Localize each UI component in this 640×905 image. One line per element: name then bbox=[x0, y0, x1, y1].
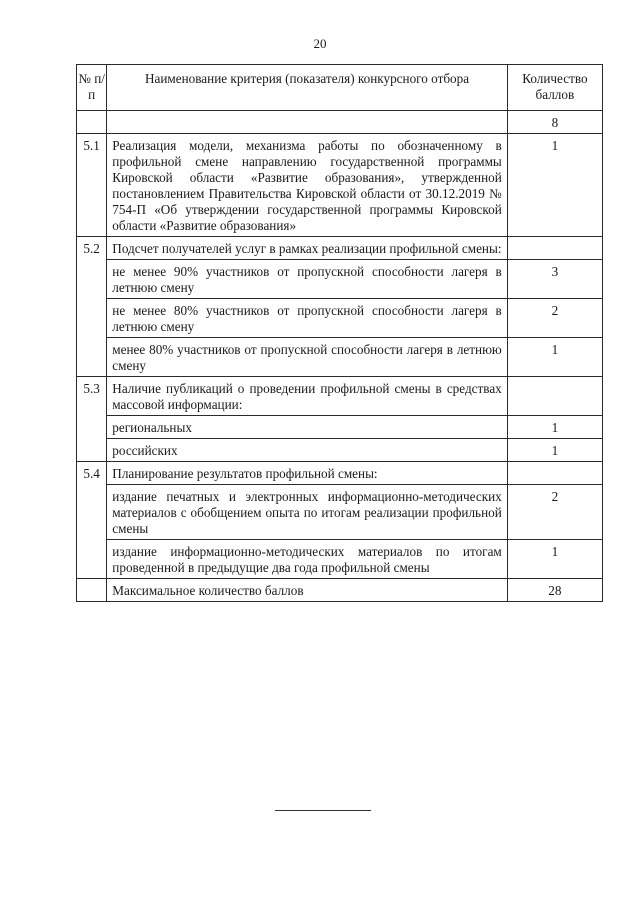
header-num: № п/п bbox=[77, 65, 107, 111]
table-row bbox=[77, 377, 603, 416]
section-total-row bbox=[77, 111, 603, 134]
row-score: 2 bbox=[507, 485, 602, 540]
table-row bbox=[77, 338, 603, 377]
total-label: Максимальное количество баллов bbox=[107, 579, 507, 602]
table-row bbox=[77, 540, 603, 579]
row-name-text: Реализация модели, механизма работы по обозначенному в профильной смене направлению государственной программы Кировской области «Развитие образования», утвержденной постановлением Правительства Кировской области от 30.12.2019 № 754-П «Об утверждении государственной программы Кировской области «Развитие образования» bbox=[112, 138, 502, 233]
criteria-table bbox=[76, 64, 603, 602]
row-num: 5.1 bbox=[77, 134, 107, 237]
row-name: Подсчет получателей услуг в рамках реализации профильной смены: bbox=[107, 237, 507, 260]
table-row bbox=[77, 439, 603, 462]
row-score: 3 bbox=[507, 260, 602, 299]
header-name: Наименование критерия (показателя) конкурсного отбора bbox=[107, 65, 507, 111]
table-row bbox=[77, 237, 603, 260]
table-row bbox=[77, 416, 603, 439]
header-score: Количество баллов bbox=[507, 65, 602, 111]
row-name: издание печатных и электронных информационно-методических материалов с обобщением опыта по итогам реализации профильной смены bbox=[107, 485, 507, 540]
row-name: региональных bbox=[107, 416, 507, 439]
section-total-name bbox=[107, 111, 507, 134]
total-row bbox=[77, 579, 603, 602]
row-score: 1 bbox=[507, 134, 602, 237]
row-name: российских bbox=[107, 439, 507, 462]
row-name: не менее 90% участников от пропускной способности лагеря в летнюю смену bbox=[107, 260, 507, 299]
table-row bbox=[77, 485, 603, 540]
row-score: 1 bbox=[507, 338, 602, 377]
row-name: менее 80% участников от пропускной способности лагеря в летнюю смену bbox=[107, 338, 507, 377]
row-score: 1 bbox=[507, 439, 602, 462]
row-score bbox=[507, 237, 602, 260]
page-number: 20 bbox=[313, 36, 327, 51]
table-row bbox=[77, 260, 603, 299]
table-row bbox=[77, 299, 603, 338]
row-name: Наличие публикаций о проведении профильной смены в средствах массовой информации: bbox=[107, 377, 507, 416]
row-name: не менее 80% участников от пропускной способности лагеря в летнюю смену bbox=[107, 299, 507, 338]
total-num bbox=[77, 579, 107, 602]
row-num: 5.2 bbox=[77, 237, 107, 377]
row-score bbox=[507, 462, 602, 485]
table-row bbox=[77, 134, 603, 237]
footer-divider bbox=[275, 810, 371, 811]
total-score: 28 bbox=[507, 579, 602, 602]
section-total-num bbox=[77, 111, 107, 134]
row-name: издание информационно-методических материалов по итогам проведенной в предыдущие два года профильной смены bbox=[107, 540, 507, 579]
row-score: 2 bbox=[507, 299, 602, 338]
table-row bbox=[77, 462, 603, 485]
row-score: 1 bbox=[507, 416, 602, 439]
row-score: 1 bbox=[507, 540, 602, 579]
row-num: 5.4 bbox=[77, 462, 107, 579]
row-num: 5.3 bbox=[77, 377, 107, 462]
section-total-score: 8 bbox=[507, 111, 602, 134]
row-name bbox=[107, 134, 507, 237]
row-score bbox=[507, 377, 602, 416]
row-name: Планирование результатов профильной смены: bbox=[107, 462, 507, 485]
table-header-row bbox=[77, 65, 603, 111]
